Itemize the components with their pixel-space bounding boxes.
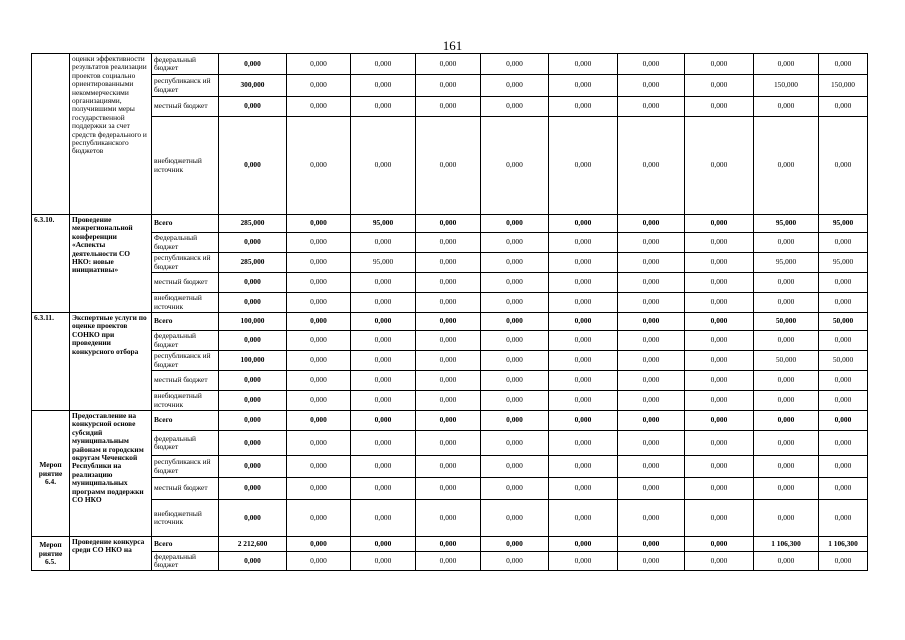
year-amount: 0,000 xyxy=(754,293,819,313)
year-amount: 0,000 xyxy=(685,215,754,233)
year-amount: 0,000 xyxy=(351,456,416,478)
activity-code: 6.3.11. xyxy=(32,313,70,411)
year-amount: 0,000 xyxy=(481,313,549,331)
year-amount: 0,000 xyxy=(351,411,416,431)
year-amount: 0,000 xyxy=(618,97,685,117)
year-amount: 0,000 xyxy=(685,537,754,552)
year-amount: 0,000 xyxy=(549,331,618,351)
year-amount: 0,000 xyxy=(416,552,481,571)
table-row xyxy=(32,75,868,97)
total-amount: 0,000 xyxy=(219,431,287,456)
year-amount: 0,000 xyxy=(549,253,618,273)
year-amount: 0,000 xyxy=(549,75,618,97)
year-amount: 0,000 xyxy=(754,331,819,351)
year-amount: 0,000 xyxy=(481,331,549,351)
total-amount: 100,000 xyxy=(219,313,287,331)
page-number: 161 xyxy=(442,38,463,53)
year-amount: 0,000 xyxy=(416,456,481,478)
year-amount: 0,000 xyxy=(287,371,351,391)
year-amount: 0,000 xyxy=(481,371,549,391)
year-amount: 0,000 xyxy=(754,391,819,411)
year-amount: 0,000 xyxy=(287,351,351,371)
year-amount: 0,000 xyxy=(481,293,549,313)
table-row xyxy=(32,537,868,552)
table-row xyxy=(32,351,868,371)
year-amount: 0,000 xyxy=(351,233,416,253)
year-amount: 0,000 xyxy=(754,431,819,456)
year-amount: 0,000 xyxy=(618,54,685,75)
year-amount: 0,000 xyxy=(618,313,685,331)
year-amount: 0,000 xyxy=(819,391,868,411)
total-amount: 0,000 xyxy=(219,411,287,431)
total-amount: 0,000 xyxy=(219,293,287,313)
total-amount: 0,000 xyxy=(219,54,287,75)
year-amount: 0,000 xyxy=(618,351,685,371)
year-amount: 0,000 xyxy=(618,456,685,478)
year-amount: 0,000 xyxy=(351,117,416,215)
year-amount: 95,000 xyxy=(351,253,416,273)
year-amount: 95,000 xyxy=(754,215,819,233)
year-amount: 0,000 xyxy=(618,331,685,351)
year-amount: 0,000 xyxy=(351,331,416,351)
year-amount: 0,000 xyxy=(754,54,819,75)
year-amount: 0,000 xyxy=(685,500,754,537)
year-amount: 0,000 xyxy=(549,313,618,331)
funding-source: федеральный бюджет xyxy=(152,431,219,456)
total-amount: 0,000 xyxy=(219,331,287,351)
year-amount: 0,000 xyxy=(754,97,819,117)
year-amount: 0,000 xyxy=(685,293,754,313)
year-amount: 0,000 xyxy=(481,537,549,552)
year-amount: 0,000 xyxy=(685,97,754,117)
year-amount: 0,000 xyxy=(549,478,618,500)
year-amount: 0,000 xyxy=(481,97,549,117)
year-amount: 0,000 xyxy=(685,391,754,411)
year-amount: 0,000 xyxy=(481,500,549,537)
year-amount: 0,000 xyxy=(685,411,754,431)
year-amount: 0,000 xyxy=(481,233,549,253)
total-amount: 0,000 xyxy=(219,456,287,478)
table-row xyxy=(32,500,868,537)
year-amount: 0,000 xyxy=(685,331,754,351)
funding-source: Всего xyxy=(152,215,219,233)
year-amount: 0,000 xyxy=(549,273,618,293)
year-amount: 0,000 xyxy=(481,54,549,75)
funding-source: внебюджетный источник xyxy=(152,117,219,215)
year-amount: 0,000 xyxy=(618,233,685,253)
year-amount: 0,000 xyxy=(416,313,481,331)
table-row xyxy=(32,215,868,233)
funding-source: Всего xyxy=(152,313,219,331)
table-row xyxy=(32,478,868,500)
funding-source: федеральный бюджет xyxy=(152,331,219,351)
funding-source: местный бюджет xyxy=(152,478,219,500)
year-amount: 0,000 xyxy=(481,117,549,215)
year-amount: 0,000 xyxy=(549,552,618,571)
table-row xyxy=(32,391,868,411)
year-amount: 0,000 xyxy=(819,293,868,313)
year-amount: 0,000 xyxy=(351,97,416,117)
activity-code xyxy=(32,54,70,215)
year-amount: 0,000 xyxy=(416,273,481,293)
year-amount: 0,000 xyxy=(416,411,481,431)
year-amount: 0,000 xyxy=(754,371,819,391)
total-amount: 300,000 xyxy=(219,75,287,97)
year-amount: 0,000 xyxy=(287,391,351,411)
year-amount: 0,000 xyxy=(685,351,754,371)
year-amount: 0,000 xyxy=(481,391,549,411)
total-amount: 285,000 xyxy=(219,215,287,233)
year-amount: 0,000 xyxy=(618,215,685,233)
year-amount: 50,000 xyxy=(754,313,819,331)
funding-source: Федеральный бюджет xyxy=(152,233,219,253)
year-amount: 0,000 xyxy=(287,478,351,500)
year-amount: 0,000 xyxy=(416,293,481,313)
activity-name: Предоставление на конкурсной основе субсидий муниципальным районам и городским округам Чеченской Республики на реализацию муниципальных программ поддержки СО НКО xyxy=(70,411,152,537)
total-amount: 100,000 xyxy=(219,351,287,371)
year-amount: 0,000 xyxy=(618,273,685,293)
year-amount: 0,000 xyxy=(481,215,549,233)
year-amount: 0,000 xyxy=(549,431,618,456)
activity-name: Экспертные услуги по оценке проектов СОНКО при проведении конкурсного отбора xyxy=(70,313,152,411)
activity-name: оценки эффективности результатов реализации проектов социально ориентированными некоммерческими организациями, получившими меры государственной поддержки за счет средств федерального и республиканского бюджетов xyxy=(70,54,152,215)
year-amount: 0,000 xyxy=(819,97,868,117)
year-amount: 0,000 xyxy=(416,478,481,500)
year-amount: 0,000 xyxy=(416,537,481,552)
year-amount: 50,000 xyxy=(819,351,868,371)
funding-source: местный бюджет xyxy=(152,273,219,293)
year-amount: 0,000 xyxy=(754,500,819,537)
year-amount: 0,000 xyxy=(618,293,685,313)
year-amount: 0,000 xyxy=(481,456,549,478)
year-amount: 95,000 xyxy=(819,253,868,273)
year-amount: 0,000 xyxy=(819,500,868,537)
year-amount: 0,000 xyxy=(351,273,416,293)
year-amount: 0,000 xyxy=(481,552,549,571)
activity-name: Проведение межрегиональной конференции «Аспекты деятельности СО НКО: новые инициативы» xyxy=(70,215,152,313)
year-amount: 0,000 xyxy=(287,411,351,431)
year-amount: 0,000 xyxy=(618,552,685,571)
table-row xyxy=(32,411,868,431)
year-amount: 50,000 xyxy=(754,351,819,371)
year-amount: 0,000 xyxy=(351,75,416,97)
year-amount: 0,000 xyxy=(416,54,481,75)
year-amount: 1 106,300 xyxy=(819,537,868,552)
year-amount: 0,000 xyxy=(351,54,416,75)
year-amount: 0,000 xyxy=(549,293,618,313)
budget-table xyxy=(31,53,868,571)
year-amount: 0,000 xyxy=(685,313,754,331)
year-amount: 0,000 xyxy=(481,411,549,431)
year-amount: 0,000 xyxy=(819,273,868,293)
year-amount: 0,000 xyxy=(481,431,549,456)
year-amount: 0,000 xyxy=(351,313,416,331)
year-amount: 0,000 xyxy=(287,97,351,117)
table-row xyxy=(32,273,868,293)
year-amount: 1 106,300 xyxy=(754,537,819,552)
year-amount: 0,000 xyxy=(819,456,868,478)
year-amount: 0,000 xyxy=(618,537,685,552)
total-amount: 0,000 xyxy=(219,273,287,293)
table-row xyxy=(32,371,868,391)
year-amount: 0,000 xyxy=(549,391,618,411)
table-row xyxy=(32,456,868,478)
year-amount: 0,000 xyxy=(819,411,868,431)
activity-code: Мероп риятие 6.5. xyxy=(32,537,70,571)
total-amount: 0,000 xyxy=(219,478,287,500)
activity-name: Проведение конкурса среди СО НКО на xyxy=(70,537,152,571)
year-amount: 0,000 xyxy=(416,391,481,411)
year-amount: 0,000 xyxy=(685,552,754,571)
year-amount: 0,000 xyxy=(351,351,416,371)
year-amount: 0,000 xyxy=(287,253,351,273)
year-amount: 0,000 xyxy=(618,500,685,537)
activity-code: Мероп риятие 6.4. xyxy=(32,411,70,537)
year-amount: 0,000 xyxy=(416,215,481,233)
funding-source: внебюджетный источник xyxy=(152,500,219,537)
year-amount: 0,000 xyxy=(416,75,481,97)
year-amount: 0,000 xyxy=(351,293,416,313)
year-amount: 0,000 xyxy=(351,391,416,411)
year-amount: 0,000 xyxy=(819,331,868,351)
year-amount: 0,000 xyxy=(481,351,549,371)
year-amount: 0,000 xyxy=(549,233,618,253)
year-amount: 0,000 xyxy=(481,273,549,293)
year-amount: 95,000 xyxy=(819,215,868,233)
year-amount: 0,000 xyxy=(287,456,351,478)
year-amount: 95,000 xyxy=(351,215,416,233)
year-amount: 0,000 xyxy=(685,478,754,500)
year-amount: 95,000 xyxy=(754,253,819,273)
table-row xyxy=(32,293,868,313)
year-amount: 0,000 xyxy=(754,117,819,215)
year-amount: 0,000 xyxy=(351,478,416,500)
year-amount: 0,000 xyxy=(685,253,754,273)
year-amount: 0,000 xyxy=(416,253,481,273)
funding-source: местный бюджет xyxy=(152,371,219,391)
year-amount: 0,000 xyxy=(754,456,819,478)
total-amount: 2 212,600 xyxy=(219,537,287,552)
year-amount: 0,000 xyxy=(416,351,481,371)
year-amount: 0,000 xyxy=(549,537,618,552)
year-amount: 150,000 xyxy=(754,75,819,97)
year-amount: 0,000 xyxy=(819,431,868,456)
year-amount: 0,000 xyxy=(416,331,481,351)
table-row xyxy=(32,233,868,253)
year-amount: 0,000 xyxy=(416,97,481,117)
year-amount: 0,000 xyxy=(618,411,685,431)
year-amount: 0,000 xyxy=(819,371,868,391)
funding-source: республиканск ий бюджет xyxy=(152,75,219,97)
year-amount: 0,000 xyxy=(685,233,754,253)
year-amount: 0,000 xyxy=(618,253,685,273)
funding-source: внебюджетный источник xyxy=(152,293,219,313)
year-amount: 0,000 xyxy=(481,75,549,97)
table-row xyxy=(32,117,868,215)
funding-source: Всего xyxy=(152,411,219,431)
total-amount: 0,000 xyxy=(219,233,287,253)
year-amount: 0,000 xyxy=(618,75,685,97)
year-amount: 0,000 xyxy=(819,478,868,500)
year-amount: 0,000 xyxy=(481,478,549,500)
table-row xyxy=(32,431,868,456)
year-amount: 0,000 xyxy=(287,500,351,537)
year-amount: 0,000 xyxy=(819,117,868,215)
funding-source: Всего xyxy=(152,537,219,552)
total-amount: 0,000 xyxy=(219,552,287,571)
year-amount: 0,000 xyxy=(819,54,868,75)
year-amount: 0,000 xyxy=(416,371,481,391)
total-amount: 285,000 xyxy=(219,253,287,273)
year-amount: 0,000 xyxy=(549,411,618,431)
year-amount: 0,000 xyxy=(351,500,416,537)
year-amount: 0,000 xyxy=(287,215,351,233)
year-amount: 0,000 xyxy=(754,411,819,431)
year-amount: 0,000 xyxy=(754,233,819,253)
total-amount: 0,000 xyxy=(219,500,287,537)
year-amount: 0,000 xyxy=(416,500,481,537)
year-amount: 0,000 xyxy=(685,75,754,97)
year-amount: 0,000 xyxy=(287,54,351,75)
table-row xyxy=(32,253,868,273)
year-amount: 0,000 xyxy=(287,233,351,253)
table-row xyxy=(32,313,868,331)
table-row xyxy=(32,331,868,351)
year-amount: 0,000 xyxy=(351,431,416,456)
year-amount: 0,000 xyxy=(351,371,416,391)
funding-source: федеральный бюджет xyxy=(152,54,219,75)
year-amount: 0,000 xyxy=(416,233,481,253)
funding-source: местный бюджет xyxy=(152,97,219,117)
funding-source: республиканск ий бюджет xyxy=(152,351,219,371)
year-amount: 0,000 xyxy=(618,117,685,215)
table-row xyxy=(32,552,868,571)
year-amount: 0,000 xyxy=(685,456,754,478)
year-amount: 0,000 xyxy=(685,431,754,456)
year-amount: 0,000 xyxy=(287,313,351,331)
year-amount: 0,000 xyxy=(685,54,754,75)
year-amount: 0,000 xyxy=(549,371,618,391)
table-row xyxy=(32,97,868,117)
year-amount: 0,000 xyxy=(549,117,618,215)
year-amount: 0,000 xyxy=(685,273,754,293)
year-amount: 0,000 xyxy=(481,253,549,273)
year-amount: 0,000 xyxy=(549,456,618,478)
year-amount: 0,000 xyxy=(416,431,481,456)
funding-source: республиканск ий бюджет xyxy=(152,253,219,273)
year-amount: 0,000 xyxy=(685,117,754,215)
total-amount: 0,000 xyxy=(219,117,287,215)
year-amount: 0,000 xyxy=(287,75,351,97)
year-amount: 0,000 xyxy=(351,552,416,571)
year-amount: 50,000 xyxy=(819,313,868,331)
year-amount: 0,000 xyxy=(287,537,351,552)
year-amount: 0,000 xyxy=(549,97,618,117)
year-amount: 0,000 xyxy=(549,215,618,233)
funding-source: республиканск ий бюджет xyxy=(152,456,219,478)
year-amount: 0,000 xyxy=(416,117,481,215)
total-amount: 0,000 xyxy=(219,391,287,411)
total-amount: 0,000 xyxy=(219,371,287,391)
year-amount: 0,000 xyxy=(287,552,351,571)
year-amount: 0,000 xyxy=(618,391,685,411)
year-amount: 0,000 xyxy=(754,552,819,571)
year-amount: 0,000 xyxy=(287,331,351,351)
year-amount: 0,000 xyxy=(287,273,351,293)
year-amount: 0,000 xyxy=(685,371,754,391)
year-amount: 0,000 xyxy=(549,500,618,537)
year-amount: 0,000 xyxy=(754,478,819,500)
funding-source: федеральный бюджет xyxy=(152,552,219,571)
year-amount: 0,000 xyxy=(549,351,618,371)
year-amount: 0,000 xyxy=(618,478,685,500)
year-amount: 0,000 xyxy=(819,233,868,253)
table-row xyxy=(32,54,868,75)
year-amount: 0,000 xyxy=(618,371,685,391)
year-amount: 0,000 xyxy=(618,431,685,456)
year-amount: 0,000 xyxy=(287,117,351,215)
total-amount: 0,000 xyxy=(219,97,287,117)
activity-code: 6.3.10. xyxy=(32,215,70,313)
funding-source: внебюджетный источник xyxy=(152,391,219,411)
year-amount: 0,000 xyxy=(754,273,819,293)
year-amount: 150,000 xyxy=(819,75,868,97)
year-amount: 0,000 xyxy=(351,537,416,552)
year-amount: 0,000 xyxy=(287,431,351,456)
year-amount: 0,000 xyxy=(287,293,351,313)
year-amount: 0,000 xyxy=(819,552,868,571)
year-amount: 0,000 xyxy=(549,54,618,75)
